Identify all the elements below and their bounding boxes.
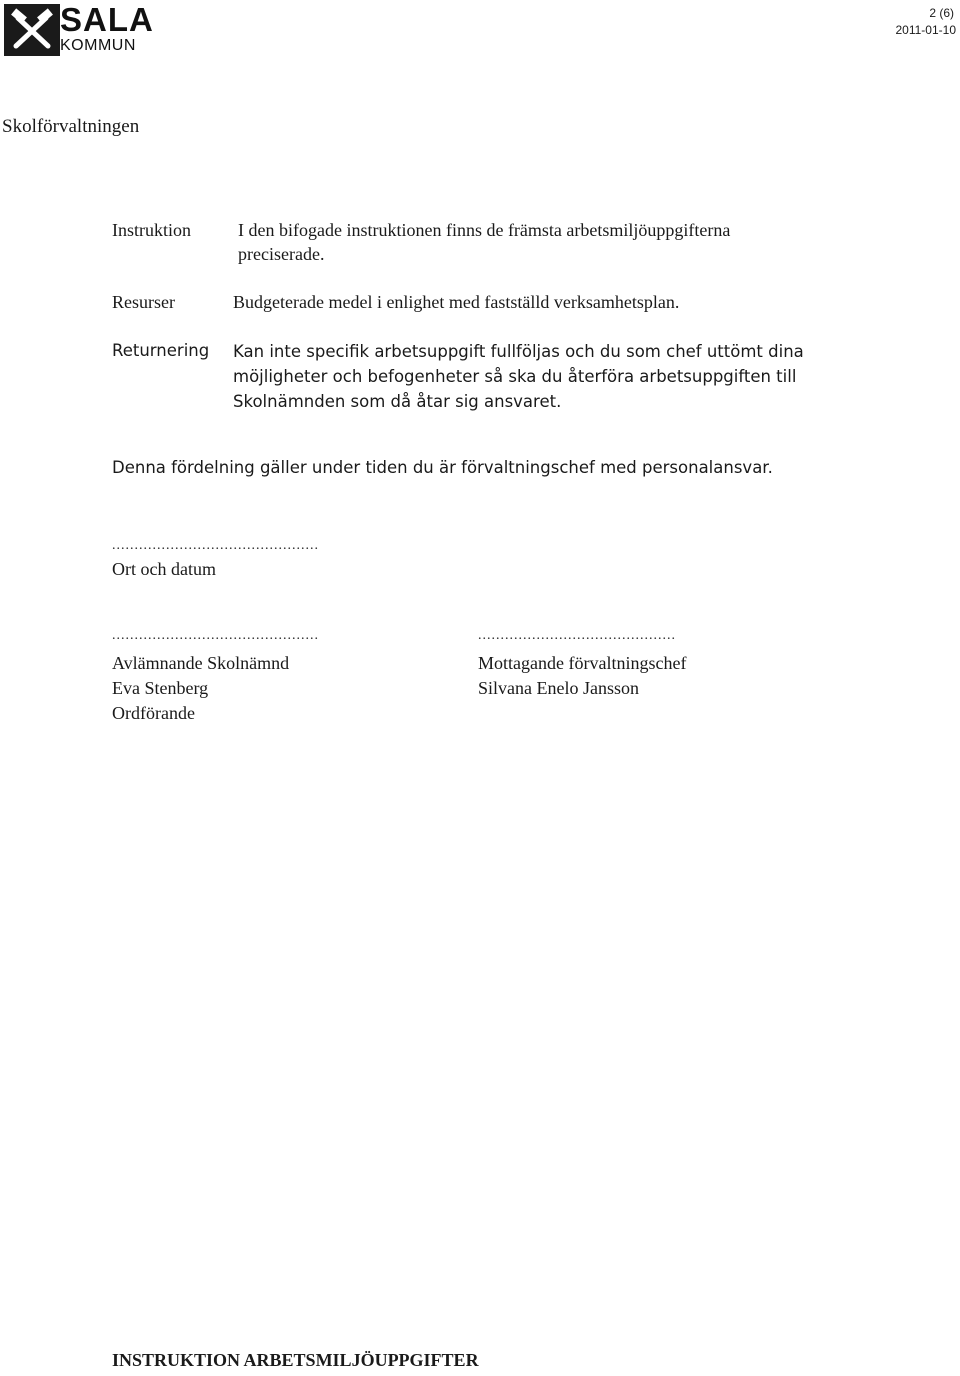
document-footer-title: INSTRUKTION ARBETSMILJÖUPPGIFTER <box>112 1350 479 1370</box>
left-signature-title: Ordförande <box>112 703 195 723</box>
right-signature-name: Silvana Enelo Jansson <box>478 678 639 698</box>
row-label-returnering: Returnering <box>112 341 210 360</box>
right-signature-line: ............................................ <box>478 628 676 643</box>
row-text-instruktion <box>238 218 730 266</box>
document-date: 2011-01-10 <box>895 23 956 37</box>
page-number: 2 (6) <box>929 6 954 20</box>
right-signature-role: Mottagande förvaltningschef <box>478 653 687 673</box>
department-name: Skolförvaltningen <box>2 116 140 137</box>
right-signature-block <box>478 651 686 701</box>
text-line: I den bifogade instruktionen finns de främsta arbetsmiljöuppgifterna <box>238 220 731 240</box>
text-line: möjligheter och befogenheter så ska du återföra arbetsuppgiften till <box>233 367 797 386</box>
text-line: Skolnämnden som då åtar sig ansvaret. <box>233 392 562 411</box>
row-text-resurser <box>233 290 679 314</box>
text-line: preciserade. <box>238 244 325 264</box>
text-line: Kan inte specifik arbetsuppgift fullföljas och du som chef uttömt dina <box>233 342 804 361</box>
row-label-instruktion: Instruktion <box>112 220 191 240</box>
left-signature-role: Avlämnande Skolnämnd <box>112 653 290 673</box>
left-signature-line: .............................................. <box>112 628 319 643</box>
left-signature-block <box>112 651 289 726</box>
validity-paragraph: Denna fördelning gäller under tiden du är förvaltningschef med personalansvar. <box>112 458 773 477</box>
place-date-label: Ort och datum <box>112 559 216 579</box>
logo-name: SALA <box>60 1 154 38</box>
row-label-resurser: Resurser <box>112 292 175 312</box>
sala-kommun-logo-icon <box>4 4 60 56</box>
text-line: Budgeterade medel i enlighet med fastställd verksamhetsplan. <box>233 292 680 312</box>
logo-subtitle: KOMMUN <box>60 37 136 54</box>
left-signature-name: Eva Stenberg <box>112 678 209 698</box>
place-date-signature-line: .............................................. <box>112 538 319 553</box>
row-text-returnering <box>233 339 804 414</box>
